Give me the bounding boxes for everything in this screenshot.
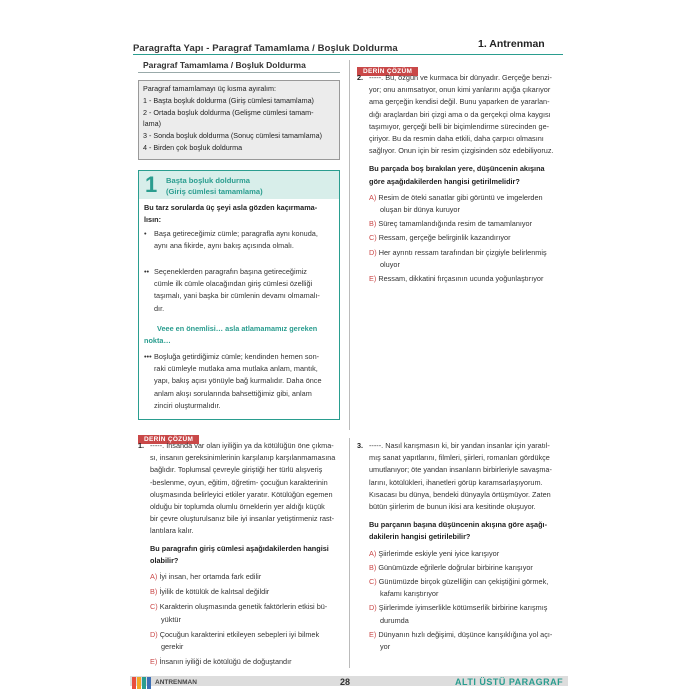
option-c[interactable]	[150, 601, 346, 625]
option-text: Her ayrıntı ressam tarafından bir çizgiyle belirlenmiş	[378, 247, 547, 257]
question-1	[138, 440, 346, 671]
info-box-title-line: Başta boşluk doldurma	[166, 176, 250, 185]
option-letter: D)	[369, 247, 377, 257]
option-letter: A)	[369, 192, 377, 202]
info-box-title-line: (Giriş cümlesi tamamlama)	[166, 187, 263, 196]
q-text-line: oluşmasında belirleyici etkiler yaratır. Kötülüğün egemen	[150, 489, 333, 499]
option-c[interactable]	[369, 576, 562, 600]
option-d[interactable]	[369, 602, 562, 626]
logo-bar	[132, 677, 136, 689]
q-text-line: dığı araçlardan biri çizgi ama o da gerçekçi olma kaygısı	[369, 109, 551, 119]
logo-text: ANTRENMAN	[155, 679, 197, 687]
info-box-start-blank	[138, 170, 340, 420]
option-a[interactable]	[150, 571, 346, 583]
prompt-line: dakilerin hangisi getirilebilir?	[369, 532, 471, 542]
info-box-title	[166, 175, 263, 197]
tag-label: DERİN ÇÖZÜM	[138, 435, 199, 444]
option-letter: E)	[369, 629, 377, 639]
option-letter: D)	[150, 629, 158, 639]
option-b[interactable]	[369, 218, 562, 230]
option-text: kafamı karıştırıyor	[380, 589, 439, 599]
lead-line: lısın:	[144, 215, 162, 225]
option-text: gerekir	[161, 642, 184, 652]
question-3	[357, 440, 562, 655]
q-text-line: yor; onu anımsatıyor, onun kimi yanlarını açığa çıkarıyor	[369, 85, 551, 95]
bullet-line: zinciri oluşturmalıdır.	[154, 400, 221, 410]
logo-bar	[147, 677, 151, 689]
q-text-line: çiriyor. Bu da resmin daha etkili, daha çarpıcı olmasını	[369, 134, 544, 144]
info-box-number: 1	[145, 172, 158, 197]
prompt-line: olabilir?	[150, 555, 179, 565]
option-c[interactable]	[369, 232, 562, 244]
q-text-line: bir çevre oluşturulsanız bile iyi insanlar yetiştirmeniz rast-	[150, 514, 335, 524]
option-letter: E)	[150, 657, 158, 667]
bullet-line: Boşluğa getirdiğimiz cümle; kendinden hemen son-	[154, 352, 320, 361]
section-underline	[138, 72, 340, 73]
option-text: Ressam, dikkatini fırçasının ucunda yoğunlaştırıyor	[378, 274, 544, 284]
option-letter: C)	[369, 577, 377, 587]
page-number: 28	[340, 677, 351, 687]
option-text: Günümüzde eğrilerle doğrular birbirine karışıyor	[378, 562, 533, 572]
option-b[interactable]	[150, 586, 346, 598]
option-text: oluşan bir dünya kuruyor	[380, 205, 460, 215]
option-text: Karakterin oluşmasında genetik faktörlerin etkisi bü-	[159, 602, 328, 612]
answer-options	[369, 192, 562, 285]
section-title: Paragraf Tamamlama / Boşluk Doldurma	[143, 60, 306, 70]
q-text-line: larını, kötülükleri, ihanetleri görüp karamsarlaşıyorum.	[369, 477, 543, 487]
option-letter: B)	[369, 562, 377, 572]
option-text: Günümüzde birçok güzelliğin can çekiştiğini görmek,	[378, 577, 549, 587]
option-text: yüktür	[161, 614, 181, 624]
bullet-line: cümle ilk cümle olacağından giriş cümlesi özelliği	[154, 279, 313, 289]
option-letter: B)	[150, 587, 158, 597]
q-text-line: bağlıdır. Toplumsal çevreyle giriştiği her türlü alışveriş	[150, 465, 323, 475]
option-e[interactable]	[369, 273, 562, 285]
q-text-line: umutlanıyor; öte yandan insanların birbirleriyle savaşma-	[369, 465, 552, 475]
q-text-line: -beslenme, oyun, eğitim, öğretim- çocuğun karakterinin	[150, 477, 328, 487]
bullet-line: Başa getireceğimiz cümle; paragrafla aynı konuda,	[154, 229, 318, 238]
option-text: Resim de öteki sanatlar gibi görüntü ve imgelerden	[378, 192, 543, 202]
q-text-line: -----. Nasıl karışmasın ki, bir yandan insanlar için yaratıl-	[369, 441, 550, 450]
column-divider-top	[349, 60, 350, 430]
note-line: Veee en önemlisi… asla atlamamamız gereken	[157, 324, 318, 333]
tag-label: DERİN ÇÖZÜM	[357, 67, 418, 76]
logo-bar	[137, 677, 141, 689]
bullet-3	[144, 351, 336, 412]
answer-options	[369, 548, 562, 654]
bullet-marker: ••	[144, 267, 150, 276]
option-letter: A)	[369, 548, 377, 558]
info-box-lead	[144, 202, 336, 226]
antrenman-logo	[132, 674, 222, 688]
prompt-line: Bu paragrafın giriş cümlesi aşağıdakilerden hangisi	[150, 543, 329, 553]
q-text-line: Kısacası bu dünya, bendeki dünyayla örtüşmüyor. Zaten	[369, 489, 551, 499]
intro-item: 4 - Birden çok boşluk doldurma	[143, 142, 243, 152]
question-number: 2.	[357, 73, 364, 82]
q-text-line: ama gerçeğin kendisi değil. Bunu yaparken de yararlan-	[369, 97, 550, 107]
bullet-line: aynı ana fikirde, aynı bakış açısında olmalı.	[154, 241, 294, 251]
option-text: Süreç tamamlandığında resim de tamamlanıyor	[378, 219, 533, 229]
q-text-line: sağlıyor. Onun için bir resim çizgisinden söz edebiliyoruz.	[369, 146, 554, 156]
option-text: İyilik de kötülük de kalıtsal değildir	[159, 587, 270, 597]
question-prompt	[369, 519, 562, 543]
question-prompt	[150, 543, 346, 567]
option-d[interactable]	[150, 629, 346, 653]
option-d[interactable]	[369, 247, 562, 271]
option-text: Ressam, gerçeğe belirginlik kazandırıyor	[378, 233, 511, 243]
column-divider-bottom	[349, 438, 350, 668]
option-letter: C)	[150, 602, 158, 612]
option-letter: D)	[369, 603, 377, 613]
option-text: yor	[380, 642, 391, 652]
option-letter: E)	[369, 274, 377, 284]
option-text: İnsanın iyiliği de kötülüğü de doğuştandır	[159, 657, 292, 667]
q-text-line: olduğu bir toplumda olumlu örneklerin yer aldığı küçük	[150, 502, 325, 512]
option-a[interactable]	[369, 192, 562, 216]
intro-item: 2 - Ortada boşluk doldurma (Gelişme cümlesi tamam-	[143, 107, 314, 117]
bullet-line: raki cümleyle mutlaka ama mutlaka anlam, mantık,	[154, 364, 318, 374]
q-text-line: bütün şiirlerim de bunun ikisi ara kesitinde oluşuyor.	[369, 502, 536, 512]
option-e[interactable]	[150, 656, 346, 668]
bullet-marker: •	[144, 229, 147, 238]
book-title: ALTI ÜSTÜ PARAGRAF	[455, 677, 564, 687]
bullet-line: dır.	[154, 303, 165, 313]
q-text-line: mış sanat yapıtlarını, filmleri, şiirleri, romanları gördükçe	[369, 453, 550, 463]
option-text: Şiirlerimde eskiyle yeni iyice karışıyor	[378, 548, 500, 558]
intro-item: 1 - Başta boşluk doldurma (Giriş cümlesi tamamlama)	[143, 95, 314, 105]
logo-bar	[142, 677, 146, 689]
question-2	[357, 72, 562, 287]
question-prompt	[369, 163, 562, 187]
option-text: oluyor	[380, 259, 400, 269]
info-box-header	[139, 171, 339, 199]
option-letter: A)	[150, 572, 158, 582]
option-b[interactable]	[369, 562, 562, 574]
header-exercise-label: 1. Antrenman	[478, 38, 545, 50]
question-number: 1.	[138, 441, 145, 450]
answer-options	[150, 571, 346, 668]
lead-line: Bu tarz sorularda üç şeyi asla gözden kaçırmama-	[144, 203, 318, 212]
option-e[interactable]	[369, 629, 562, 653]
option-a[interactable]	[369, 548, 562, 560]
bullet-line: taşımalı, yani başka bir cümlenin devamı olmamalı-	[154, 291, 320, 301]
question-number: 3.	[357, 441, 364, 450]
option-text: Çocuğun karakterini etkileyen sebepleri iyi bilmek	[159, 629, 320, 639]
intro-item: lama)	[143, 119, 161, 129]
q-text-line: -----. Bu, özgün ve kurmaca bir dünyadır. Gerçeğe benzi-	[369, 73, 552, 82]
prompt-line: Bu parçada boş bırakılan yere, düşüncenin akışına	[369, 164, 545, 174]
option-letter: C)	[369, 233, 377, 243]
option-text: durumda	[380, 615, 409, 625]
important-note	[144, 323, 339, 347]
bullet-line: Seçeneklerden paragrafın başına getireceğimiz	[154, 267, 307, 276]
intro-lead: Paragraf tamamlamayı üç kısma ayıralım:	[143, 84, 277, 93]
note-line: nokta…	[144, 336, 171, 346]
prompt-line: Bu parçanın başına düşüncenin akışına göre aşağı-	[369, 520, 548, 530]
option-text: İyi insan, her ortamda fark edilir	[159, 572, 262, 582]
bullet-1	[144, 228, 336, 252]
bullet-line: yapı, bakış açısı yönüyle bağ kurmalıdır. Daha önce	[154, 376, 322, 386]
option-text: Şiirlerimde iyimserlikle kötümserlik birbirine karışmış	[378, 603, 548, 613]
option-letter: B)	[369, 219, 377, 229]
q-text-line: taşımıyor, gerçeği belli bir biçimlendirme sürecinden ge-	[369, 121, 550, 131]
q-text-line: -----. İnsanda var olan iyiliğin ya da kötülüğün öne çıkma-	[150, 441, 334, 450]
prompt-line: göre aşağıdakilerden hangisi getirilmelidir?	[369, 176, 520, 186]
intro-item: 3 - Sonda boşluk doldurma (Sonuç cümlesi tamamlama)	[143, 131, 322, 141]
bullet-2	[144, 266, 336, 315]
option-text: Dünyanın hızlı değişimi, düşünce karışıklığına yol açı-	[378, 629, 553, 639]
q-text-line: lantılara kalır.	[150, 526, 194, 536]
intro-box	[138, 80, 340, 160]
bullet-marker: •••	[144, 352, 152, 361]
q-text-line: sı, insanın gereksinimlerinin karşılanıp karşılanmamasına	[150, 453, 336, 463]
header-title: Paragrafta Yapı - Paragraf Tamamlama / Boşluk Doldurma	[133, 43, 398, 54]
bullet-line: anlam akışı sorularında bahsettiğimiz gibi, anlam	[154, 388, 312, 398]
